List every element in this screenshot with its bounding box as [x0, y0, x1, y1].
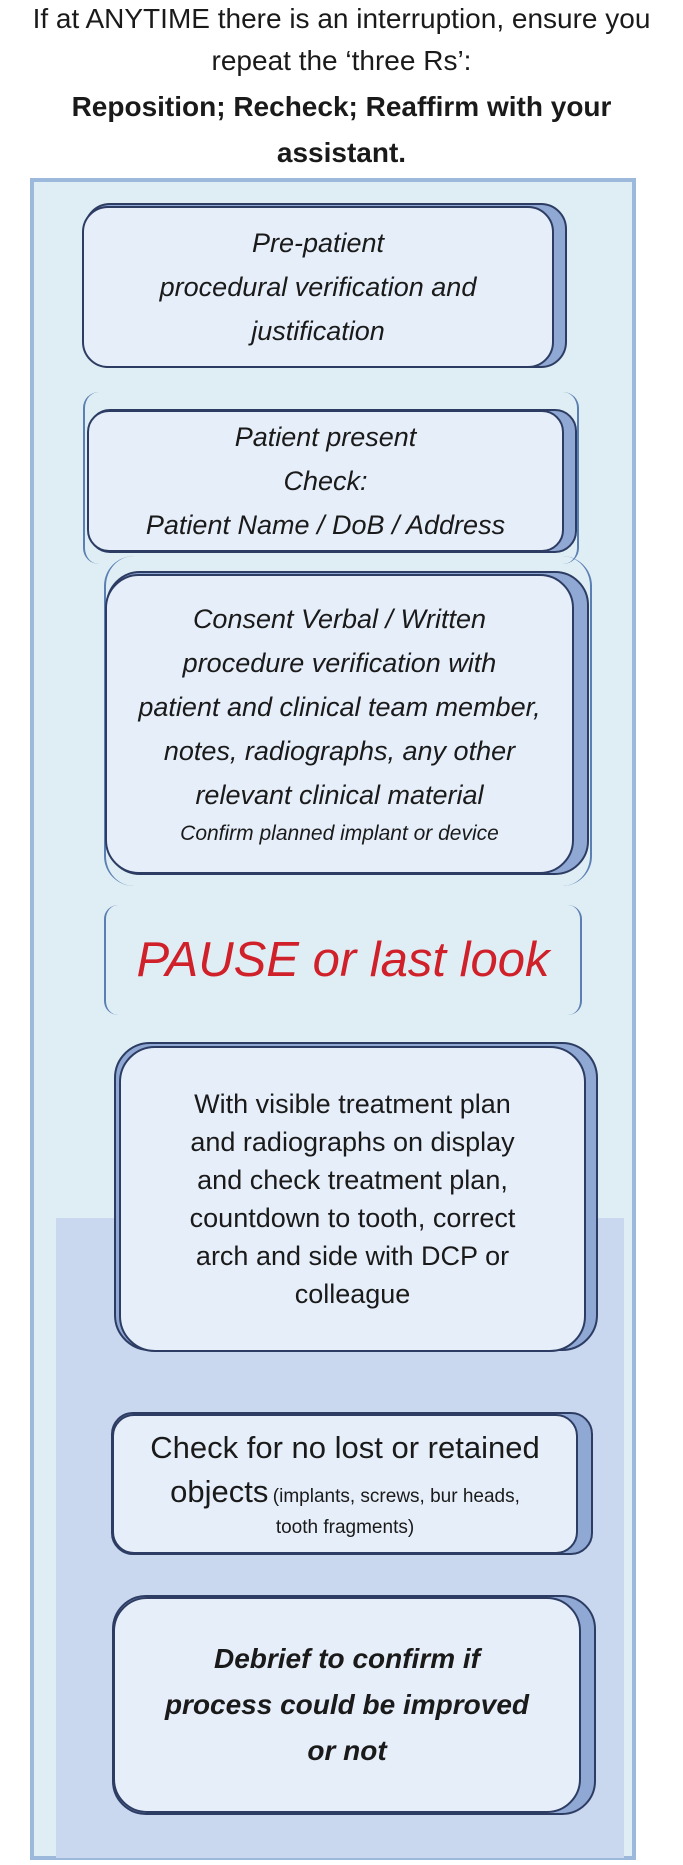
treatment-plan-line: countdown to tooth, correct	[189, 1203, 516, 1233]
consent-box	[105, 574, 574, 874]
treatment-plan-line: and check treatment plan,	[197, 1165, 508, 1195]
patient-present-line: Check:	[283, 466, 368, 496]
pre-patient-line: procedural verification and	[159, 272, 477, 302]
consent-implant-note: Confirm planned implant or device	[180, 822, 499, 845]
lost-objects-box	[112, 1414, 578, 1554]
patient-present-box	[87, 410, 564, 552]
debrief-line: or not	[307, 1735, 387, 1766]
lost-objects-line: objects	[170, 1474, 269, 1509]
consent-line: relevant clinical material	[195, 780, 484, 810]
intro-line-3: Reposition; Recheck; Reaffirm with your	[71, 91, 612, 122]
treatment-plan-line: and radiographs on display	[190, 1127, 515, 1157]
pause-label: PAUSE or last look	[136, 933, 550, 987]
intro-line-2: repeat the ‘three Rs’:	[211, 45, 472, 76]
treatment-plan-box	[119, 1046, 586, 1352]
debrief-line: Debrief to confirm if	[213, 1643, 480, 1674]
intro-line-1: If at ANYTIME there is an interruption, ensure you	[32, 3, 651, 34]
pre-patient-line: justification	[251, 316, 385, 346]
patient-present-line: Patient Name / DoB / Address	[145, 510, 506, 540]
patient-present-line: Patient present	[234, 422, 417, 452]
lost-objects-note: tooth fragments)	[275, 1517, 415, 1538]
pre-patient-line: Pre-patient	[251, 228, 385, 258]
treatment-plan-line: colleague	[294, 1279, 411, 1309]
treatment-plan-line: arch and side with DCP or	[195, 1241, 510, 1271]
consent-line: procedure verification with	[182, 648, 497, 678]
debrief-box	[113, 1597, 581, 1813]
consent-line: notes, radiographs, any other	[163, 736, 516, 766]
pre-patient-box	[82, 206, 554, 368]
debrief-line: process could be improved	[164, 1689, 530, 1720]
treatment-plan-line: With visible treatment plan	[194, 1089, 511, 1119]
pause-step	[104, 905, 582, 1015]
lost-objects-line: Check for no lost or retained	[150, 1430, 540, 1465]
consent-line: Consent Verbal / Written	[192, 604, 487, 634]
intro-line-4: assistant.	[276, 137, 407, 168]
lost-objects-note: (implants, screws, bur heads,	[272, 1486, 520, 1507]
consent-line: patient and clinical team member,	[138, 692, 541, 722]
